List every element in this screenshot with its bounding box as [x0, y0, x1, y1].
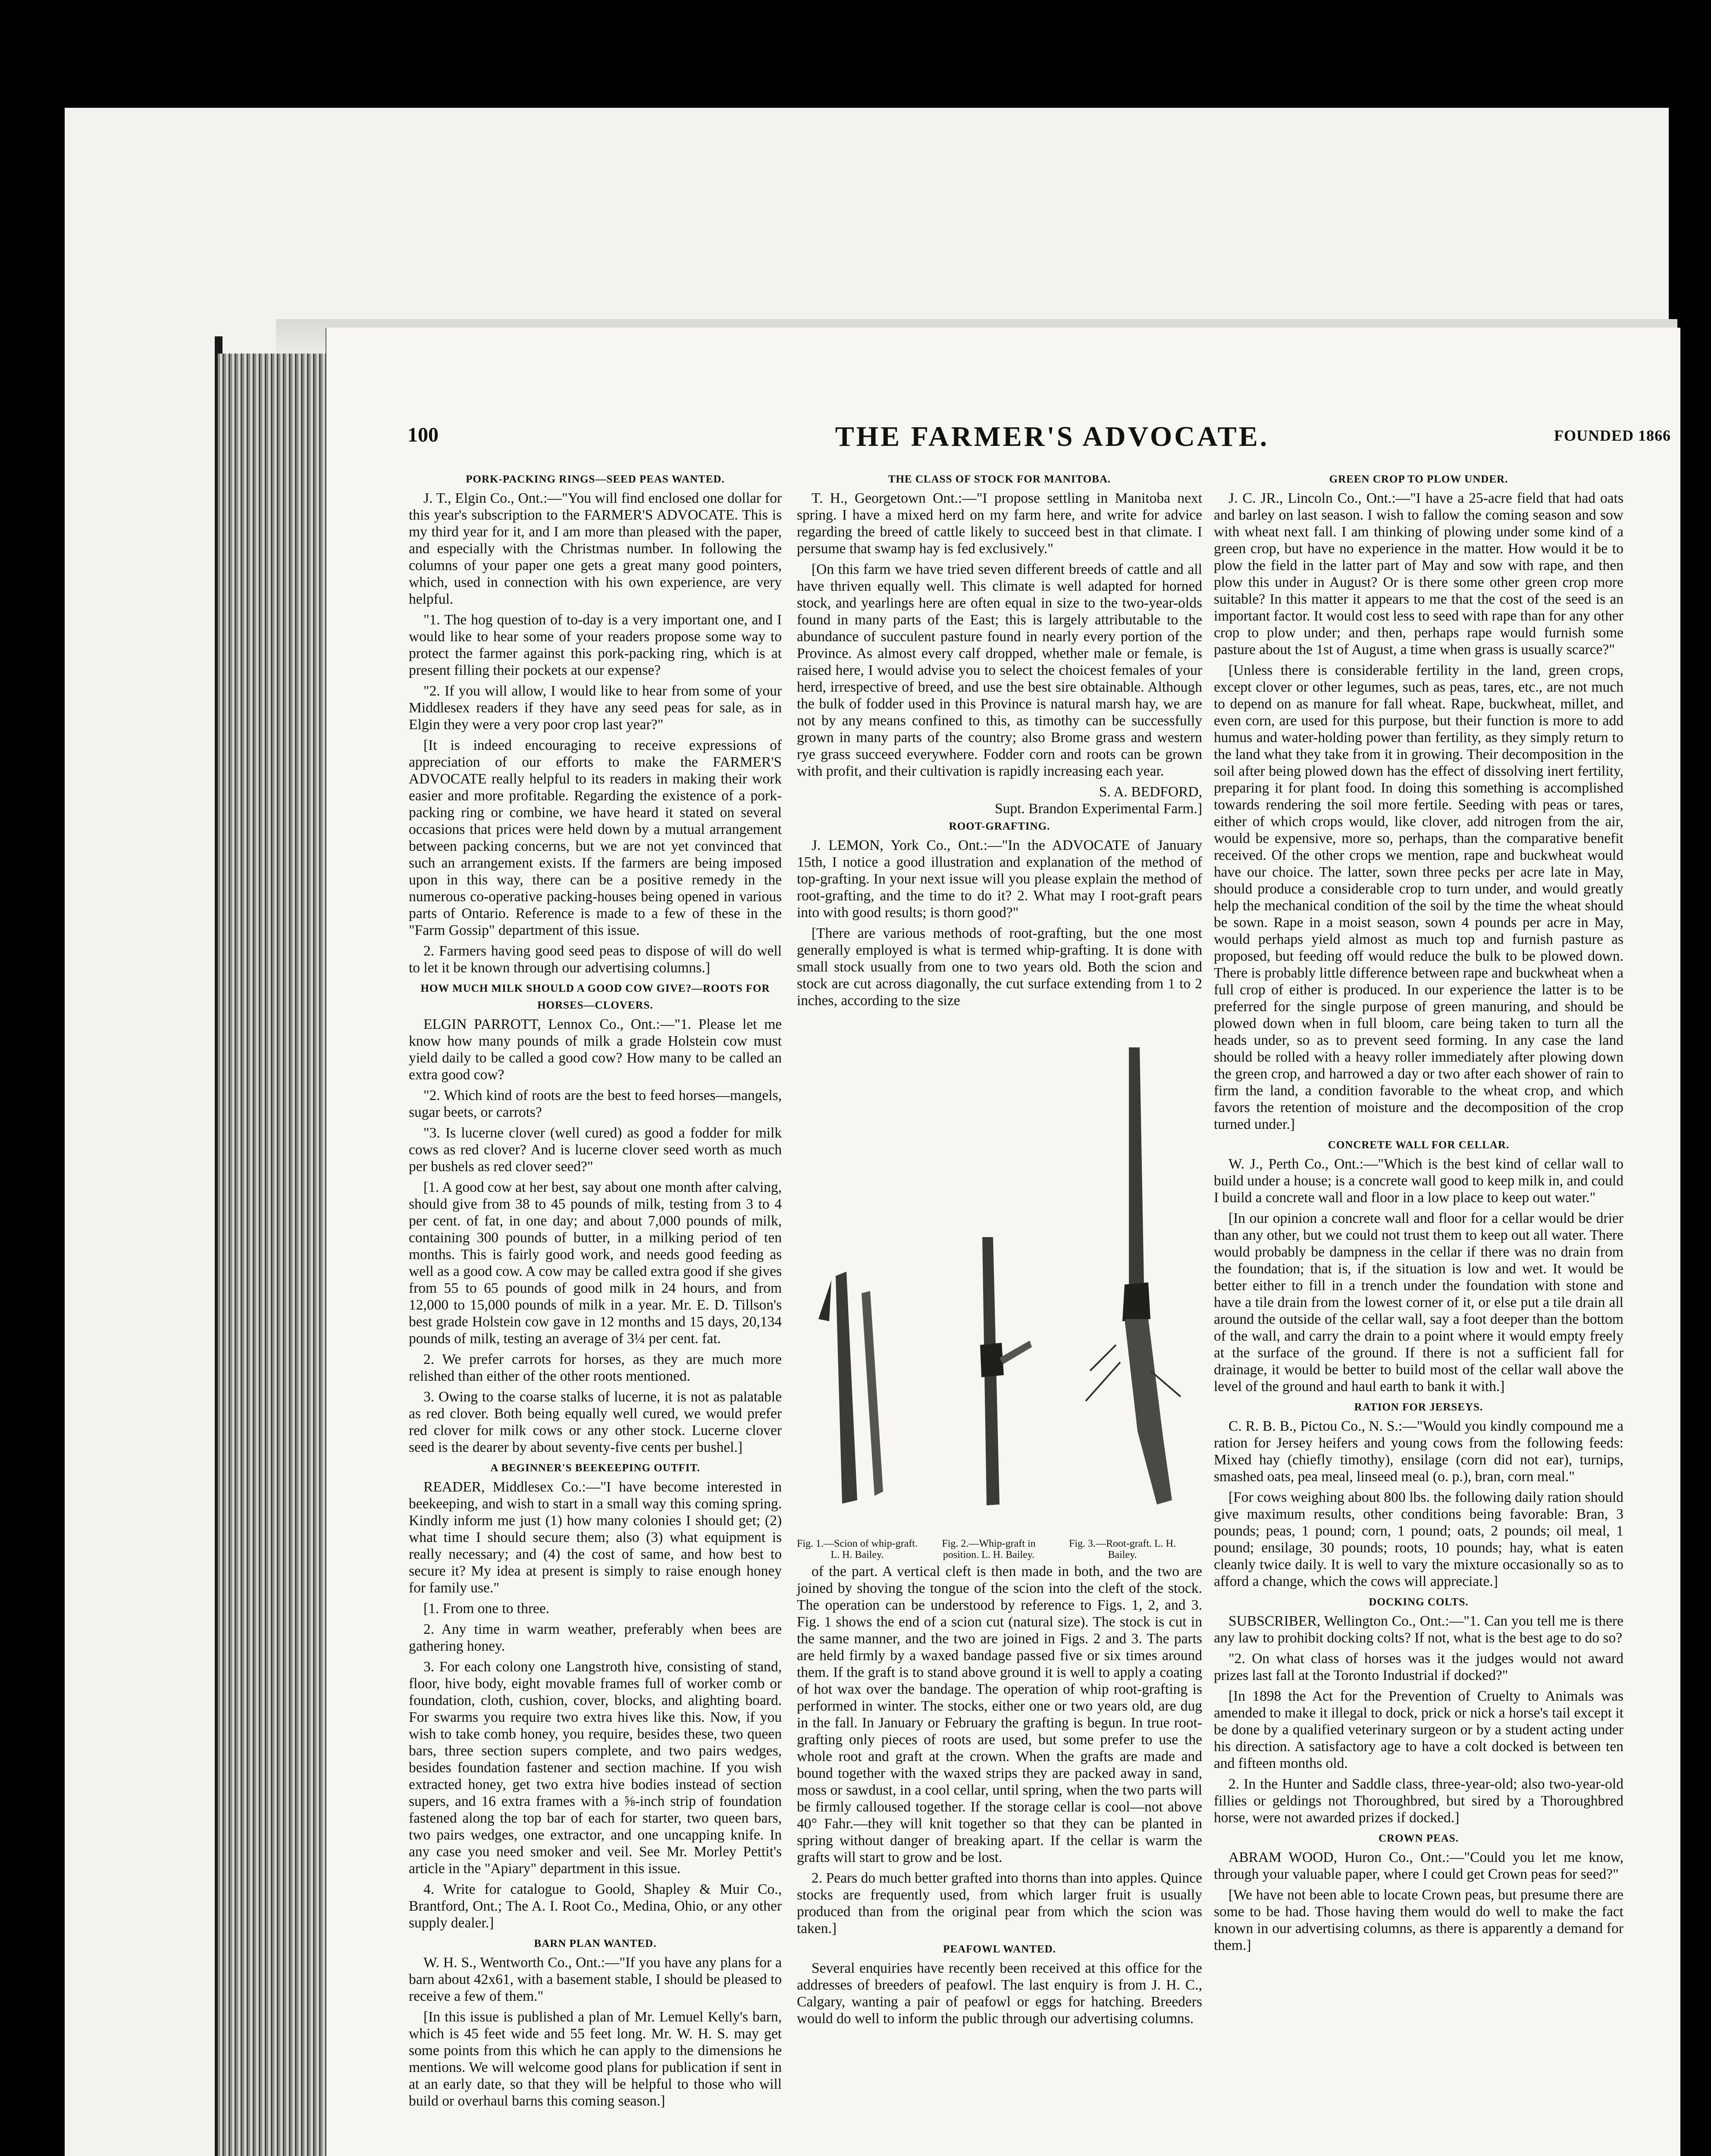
- paragraph: 2. Any time in warm weather, preferably when bees are gathering honey.: [409, 1621, 782, 1654]
- paragraph: [We have not been able to locate Crown peas, but presume there are some to be had. Those having them would do well to make the fact known in our advertising columns, as there is apparently a demand for them.]: [1214, 1887, 1623, 1953]
- column-middle: [797, 470, 1202, 2031]
- figure-caption: Fig. 3.—Root-graft. L. H. Bailey.: [1069, 1538, 1176, 1561]
- heading-beekeeping: A BEGINNER'S BEEKEEPING OUTFIT.: [490, 1462, 700, 1474]
- paragraph: W. H. S., Wentworth Co., Ont.:—"If you have any plans for a barn about 42x61, with a basement stable, I should be pleased to receive a few of them.": [409, 1955, 782, 2004]
- paragraph: of the part. A vertical cleft is then made in both, and the two are joined by shoving the tongue of the scion into the cleft of the stock. The operation can be understood by reference to Figs. 1, 2, and 3. Fig. 1 shows the end of a scion cut (natural size). The stock is cut in the same manner, and the two are joined in Figs. 2 and 3. The parts are held firmly by a waxed bandage passed five or six times around them. If the graft is to stand above ground it is well to apply a coating of hot wax over the bandage. The operation of whip root-grafting is performed in winter. The stocks, either one or two years old, are dug in the fall. In January or February the grafting is begun. In true root-grafting only pieces of roots are used, but some prefer to use the whole root and graft at the crown. When the grafts are made and bound together with the waxed strips they are packed away in sand, moss or sawdust, in a cool cellar, until spring, when the two parts will be firmly calloused together. If the storage cellar is cool—not above 40° Fahr.—they will knit together so that they can be planted in spring without danger of breaking apart. If the cellar is warm the grafts will start to grow and be lost.: [797, 1564, 1202, 1865]
- heading-green-crop: GREEN CROP TO PLOW UNDER.: [1329, 473, 1508, 485]
- heading-concrete-wall: CONCRETE WALL FOR CELLAR.: [1328, 1139, 1510, 1151]
- heading-crown-peas: CROWN PEAS.: [1378, 1833, 1459, 1844]
- figure-caption: Fig. 1.—Scion of whip-graft. L. H. Bailey.: [797, 1538, 918, 1561]
- founded-date: FOUNDED 1866: [1554, 427, 1671, 444]
- heading-milk-cow: HOW MUCH MILK SHOULD A GOOD COW GIVE?—ROOTS FOR HORSES—CLOVERS.: [420, 983, 770, 1011]
- paragraph: T. H., Georgetown Ont.:—"I propose settling in Manitoba next spring. I have a mixed herd on my farm here, and write for advice regarding the breed of cattle likely to succeed best in that climate. I persume that swamp hay is fed exclusively.": [797, 490, 1202, 557]
- paragraph: "2. On what class of horses was it the judges would not award prizes last fall at the Toronto Industrial if docked?": [1214, 1651, 1623, 1683]
- paragraph: 3. Owing to the coarse stalks of lucerne, it is not as palatable as red clover. Both being equally well cured, we would prefer red clover for milk cows or any other stock. Lucerne clover seed is the dearer by about seventy-five cents per bushel.]: [409, 1389, 782, 1455]
- paragraph: 2. Farmers having good seed peas to dispose of will do well to let it be known through our advertising columns.]: [409, 943, 782, 976]
- masthead-title: THE FARMER'S ADVOCATE.: [835, 421, 1269, 452]
- paragraph: [In 1898 the Act for the Prevention of Cruelty to Animals was amended to make it illegal to dock, prick or nick a horse's tail except it be done by a qualified veterinary surgeon or by a student acting under his direction. A satisfactory age to have a colt docked is between ten and fifteen months old.: [1214, 1688, 1623, 1771]
- heading-root-grafting: ROOT-GRAFTING.: [949, 821, 1050, 832]
- paragraph: [There are various methods of root-grafting, but the one most generally employed is what is termed whip-grafting. It is done with small stock usually from one to two years old. Both the scion and stock are cut across diagonally, the cut surface extending from 1 to 2 inches, according to the size: [797, 925, 1202, 1009]
- figure-caption: Fig. 2.—Whip-graft in position. L. H. Bailey.: [942, 1538, 1036, 1561]
- paragraph: [It is indeed encouraging to receive expressions of appreciation of our efforts to make the FARMER'S ADVOCATE really helpful to its readers in making their work easier and more profitable. Regarding the existence of a pork-packing ring or combine, we have heard it stated on several occasions that prices were held down by a mutual arrangement between packing concerns, but we are not yet convinced that such an arrangement exists. If the farmers are being imposed upon in this way, there can be a positive remedy in the numerous co-operative packing-houses being opened in various parts of Ontario. Reference is made to a few of these in the "Farm Gossip" department of this issue.: [409, 737, 782, 938]
- paragraph: 2. In the Hunter and Saddle class, three-year-old; also two-year-old fillies or geldings not Thoroughbred, but sired by a Thoroughbred horse, were not awarded prizes if docked.]: [1214, 1776, 1623, 1826]
- paragraph: "2. Which kind of roots are the best to feed horses—mangels, sugar beets, or carrots?: [409, 1087, 782, 1120]
- root-graft-illustration: [1064, 1043, 1194, 1509]
- paragraph: [In this issue is published a plan of Mr. Lemuel Kelly's barn, which is 45 feet wide and 55 feet long. Mr. W. H. S. may get some points from this which he can apply to the dimensions he mentions. We will welcome good plans for publication if sent in at an early date, so that they will be helpful to those who will build or overhaul barns this coming season.]: [409, 2009, 782, 2109]
- heading-pork-packing: PORK-PACKING RINGS—SEED PEAS WANTED.: [466, 473, 725, 485]
- paragraph: [Unless there is considerable fertility in the land, green crops, except clover or other legumes, such as peas, tares, etc., are not much to depend on as manure for fall wheat. Rape, buckwheat, millet, and even corn, are used for this purpose, but their function is more to add humus and water-holding power than fertility, as they simply return to the land what they take from it in growing. Their decomposition in the soil after being plowed down has the effect of dissolving inert fertility, preparing it for plant food. In doing this something is accomplished towards rendering the soil more fertile. Seeding with peas or tares, either of which crops would, like clover, add nitrogen from the air, would be expensive, more so, perhaps, than the comparative benefit received. Of the other crops we mention, rape and buckwheat would have our choice. The latter, sown three pecks per acre late in May, should produce a considerable crop to turn under, and would greatly help the mechanical condition of the soil by the time the wheat should be sown. Rape in a moist season, sown 4 pounds per acre in May, would perhaps yield almost as much top and furnish pasture as proposed, but feeding off would reduce the bulk to be plowed down. There is probably little difference between rape and buckwheat when a full crop of either is produced. In our experience the latter is to be preferred for the single purpose of green manuring, and should be plowed down when in full bloom, care being taken to turn all the heads under, so as to prevent seed forming. In any case the land should be rolled with a heavy roller immediately after plowing down the green crop, and harrowed a day or two after each shower of rain to firm the land, a condition favorable to the wheat crop, and which favors the retention of moisture and the decomposition of the crop turned under.]: [1214, 662, 1623, 1132]
- paragraph: J. C. JR., Lincoln Co., Ont.:—"I have a 25-acre field that had oats and barley on last season. I wish to fallow the coming season and sow with wheat next fall. I am thinking of plowing under some kind of a green crop, but have no experience in the matter. How would it be to plow the field in the latter part of May and sow with rape, and then plow this under in August? Or is there some other green crop more suitable? In this matter it appears to me that the cost of the seed is an important factor. It would cost less to seed with rape than for any other crop to plow under; and then, perhaps rape would furnish some pasture about the 1st of August, a time when grass is usually scarce?": [1214, 490, 1623, 658]
- heading-manitoba-stock: THE CLASS OF STOCK FOR MANITOBA.: [888, 473, 1111, 485]
- scion-illustration: [805, 1267, 913, 1509]
- paragraph: SUBSCRIBER, Wellington Co., Ont.:—"1. Can you tell me is there any law to prohibit docking colts? If not, what is the best age to do so?: [1214, 1613, 1623, 1646]
- paragraph: ABRAM WOOD, Huron Co., Ont.:—"Could you let me know, through your valuable paper, where I could get Crown peas for seed?": [1214, 1849, 1623, 1882]
- heading-peafowl: PEAFOWL WANTED.: [943, 1943, 1056, 1955]
- paragraph: 2. Pears do much better grafted into thorns than into apples. Quince stocks are frequently used, from which larger fruit is usually produced than from the original pear from which the scion was taken.]: [797, 1870, 1202, 1937]
- paragraph: J. LEMON, York Co., Ont.:—"In the ADVOCATE of January 15th, I notice a good illustration and explanation of the method of top-grafting. In your next issue will you please explain the method of root-grafting, and the time to do it? 2. What may I root-graft pears into with good results; is thorn good?": [797, 837, 1202, 921]
- paragraph: J. T., Elgin Co., Ont.:—"You will find enclosed one dollar for this year's subscription to the FARMER'S ADVOCATE. This is my third year for it, and I am more than pleased with the paper, and especially with the Christmas number. In following the columns of your paper one gets a great many good pointers, which, used in connection with his own experience, are very helpful.: [409, 490, 782, 607]
- column-left: [409, 470, 782, 2113]
- heading-barn-plan: BARN PLAN WANTED.: [534, 1938, 657, 1949]
- column-right: [1214, 470, 1623, 1958]
- book-page-edges: [218, 354, 326, 2156]
- paragraph: 3. For each colony one Langstroth hive, consisting of stand, floor, hive body, eight movable frames full of worker comb or foundation, cloth, cushion, cover, blocks, and alighting board. For swarms you require two extra hives like this. Now, if you wish to take comb honey, you require, besides these, two queen bars, three section supers complete, and two pairs wedges, besides foundation fastener and section machine. If you wish extracted honey, get two extra hive bodies instead of section supers, and 16 extra frames with a ⅝-inch strip of foundation fastened along the top bar of each for starter, two queen bars, two pairs wedges, one extractor, and one uncapping knife. In any case you need smoker and veil. See Mr. Morley Pettit's article in the "Apiary" department in this issue.: [409, 1659, 782, 1877]
- paragraph: [1. From one to three.: [423, 1601, 550, 1617]
- page-number: 100: [407, 423, 439, 446]
- paragraph: ELGIN PARROTT, Lennox Co., Ont.:—"1. Please let me know how many pounds of milk a grade Holstein cow must yield daily to be called a good cow? How many to be called an extra good cow?: [409, 1016, 782, 1083]
- paragraph: C. R. B. B., Pictou Co., N. S.:—"Would you kindly compound me a ration for Jersey heifers and young cows from the following feeds: Mixed hay (chiefly timothy), ensilage (corn did not ear), turnips, smashed oats, pea meal, linseed meal (o. p.), bran, corn meal.": [1214, 1418, 1623, 1485]
- heading-ration-jerseys: RATION FOR JERSEYS.: [1354, 1401, 1483, 1413]
- paragraph: 4. Write for catalogue to Goold, Shapley & Muir Co., Brantford, Ont.; The A. I. Root Co., Medina, Ohio, or any other supply dealer.]: [409, 1881, 782, 1931]
- paragraph: Several enquiries have recently been received at this office for the addresses of breeders of peafowl. The last enquiry is from J. H. C., Calgary, wanting a pair of peafowl or eggs for hatching. Breeders would do well to inform the public through our advertising columns.: [797, 1960, 1202, 2027]
- paragraph: [In our opinion a concrete wall and floor for a cellar would be drier than any other, but we could not trust them to keep out all water. There would probably be dampness in the cellar if there was no drain from the foundation; that is, if the situation is low and wet. It would be better either to fill in a trench under the foundation with stone and have a tile drain from the lowest corner of it, or else put a tile drain all around the outside of the cellar wall, say a foot deeper than the bottom of the wall, and carry the drain to a point where it would empty freely at the surface of the ground. If there is not a sufficient fall for drainage, it would be better to build most of the cellar wall above the level of the ground and haul earth to bank it with.]: [1214, 1210, 1623, 1395]
- paragraph: 2. We prefer carrots for horses, as they are much more relished than either of the other roots mentioned.: [409, 1351, 782, 1384]
- paragraph: "1. The hog question of to-day is a very important one, and I would like to hear some of your readers propose some way to protect the farmer against this pork-packing ring, which is at present filling their pockets at our expense?: [409, 612, 782, 678]
- paragraph: [On this farm we have tried seven different breeds of cattle and all have thriven equally well. This climate is well adapted for horned stock, and yearlings here are often equal in size to the two-year-olds found in many parts of the East; this is largely attributable to the abundance of succulent pasture found in nearly every portion of the Province. As almost every calf dropped, whether male or female, is raised here, I would advise you to select the choicest females of your herd, irrespective of breed, and use the best sire obtainable. Although the bulk of fodder used in this Province is natural marsh hay, we are not by any means confined to this, as timothy can be successfully grown in many parts of the country; also Brome grass and western rye grass succeed everywhere. Fodder corn and roots can be grown with profit, and their cultivation is rapidly increasing each year.: [797, 561, 1202, 779]
- grafting-illustrations: [797, 1013, 1202, 1561]
- paragraph: [For cows weighing about 800 lbs. the following daily ration should give maximum results, other conditions being favorable: Bran, 3 pounds; peas, 1 pound; corn, 1 pound; oats, 2 pounds; oil meal, 1 pound; ensilage, 30 pounds; roots, 10 pounds; hay, what is eaten cleanly twice daily. It is well to vary the mixture occasionally so as to afford a change, which the cows will appreciate.]: [1214, 1489, 1623, 1589]
- signature: S. A. BEDFORD,: [1099, 784, 1202, 800]
- heading-docking-colts: DOCKING COLTS.: [1369, 1596, 1469, 1608]
- signature-title: Supt. Brandon Experimental Farm.]: [994, 801, 1202, 817]
- running-head: [407, 420, 1697, 451]
- paragraph: "2. If you will allow, I would like to hear from some of your Middlesex readers if they have any seed peas for sale, as in Elgin they were a very poor crop last year?": [409, 683, 782, 733]
- paragraph: W. J., Perth Co., Ont.:—"Which is the best kind of cellar wall to build under a house; is a concrete wall good to keep milk in, and could I build a concrete wall and floor in a low place to keep out water.": [1214, 1156, 1623, 1206]
- whip-graft-illustration: [935, 1233, 1047, 1509]
- paragraph: "3. Is lucerne clover (well cured) as good a fodder for milk cows as red clover? And is lucerne clover seed worth as much per bushels as red clover seed?": [409, 1125, 782, 1175]
- paragraph: READER, Middlesex Co.:—"I have become interested in beekeeping, and wish to start in a small way this coming spring. Kindly inform me just (1) how many colonies I should get; (2) what time I should secure them; also (3) what equipment is really necessary; and (4) the cost of same, and how best to secure it? My idea at present is simply to raise enough honey for family use.": [409, 1479, 782, 1596]
- paragraph: [1. A good cow at her best, say about one month after calving, should give from 38 to 45 pounds of milk, testing from 3 to 4 per cent. of fat, in one day; and about 7,000 pounds of milk, containing 300 pounds of butter, in a milking period of ten months. This is fairly good work, and needs good feeding as well as a good cow. A cow may be called extra good if she gives from 55 to 65 pounds of good milk in 24 hours, and from 12,000 to 15,000 pounds of milk in a year. Mr. E. D. Tillson's best grade Holstein cow gave in 12 months and 15 days, 20,134 pounds of milk, testing an average of 3¼ per cent. fat.: [409, 1179, 782, 1347]
